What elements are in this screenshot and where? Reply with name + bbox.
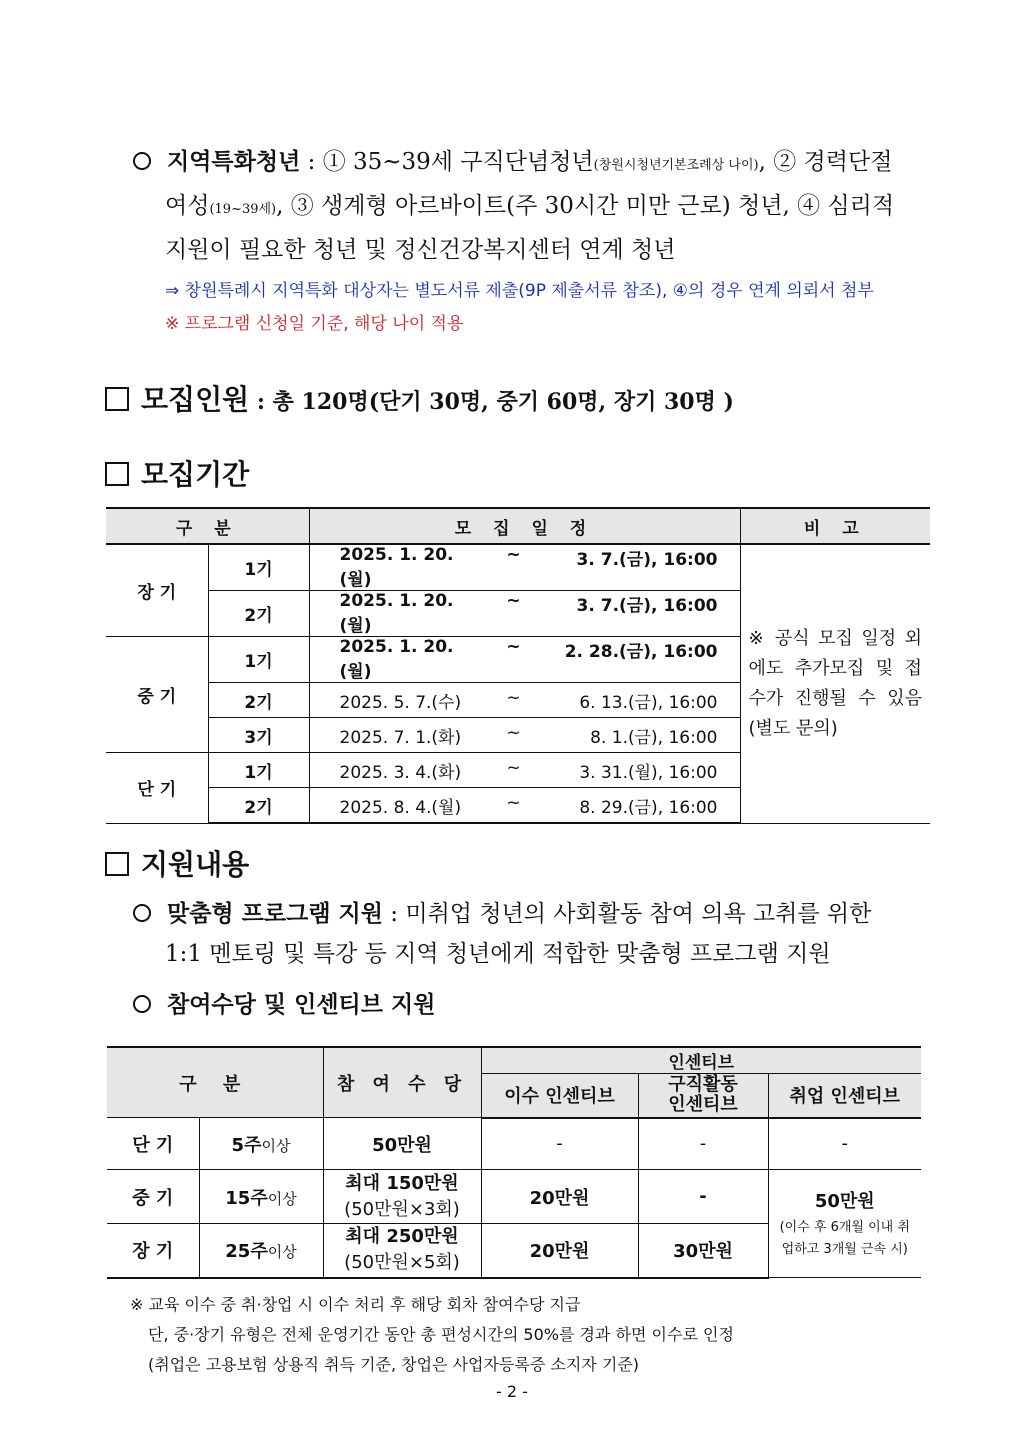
youth-note-blue: ⇒ 창원특례시 지역특화 대상자는 별도서류 제출(9P 제출서류 참조), ④의 경우 연계 의뢰서 첨부	[165, 281, 874, 301]
table-row: 2기 2025. 8. 4.(월) ~ 8. 29.(금), 16:00	[106, 788, 930, 824]
support-title: 지원내용	[141, 848, 250, 881]
table-row: 장 기 1기 2025. 1. 20.(월) ~ 3. 7.(금), 16:00 ※ 공식 모집 일정 외에도 추가모집 및 접수가 진행될 수 있음(별도 문의)	[106, 544, 930, 591]
recruit-count-title: 모집인원	[141, 383, 250, 416]
circle-bullet-icon	[133, 904, 151, 922]
header-category: 구 분	[106, 508, 309, 544]
recruit-count-text: : 총 120명(단기 30명, 중기 60명, 장기 30명 )	[249, 389, 734, 415]
header-remark: 비 고	[740, 508, 930, 544]
employ-incentive-merged: 50만원 (이수 후 6개월 이내 취업하고 3개월 근속 시)	[768, 1170, 921, 1278]
table-header-row	[106, 508, 930, 544]
incentive-table	[107, 1046, 921, 1279]
table-row: 단 기 1기 2025. 3. 4.(화) ~ 3. 31.(월), 16:00	[106, 753, 930, 788]
circle-bullet-icon	[133, 995, 151, 1013]
recruit-count-section	[105, 378, 734, 418]
checkbox-square-icon	[105, 387, 129, 411]
youth-line-1: 지역특화청년 : ① 35~39세 구직단념청년(창원시청년기본조례상 나이), ② 경력단절	[133, 142, 928, 186]
circle-bullet-icon	[133, 152, 151, 170]
support-heading	[105, 843, 249, 883]
schedule-remark: ※ 공식 모집 일정 외에도 추가모집 및 접수가 진행될 수 있음(별도 문의)	[740, 544, 930, 823]
footnote-3: (취업은 고용보험 상용직 취득 기준, 창업은 사업자등록증 소지자 기준)	[148, 1355, 640, 1374]
table-row: 3기 2025. 7. 1.(화) ~ 8. 1.(금), 16:00	[106, 718, 930, 753]
group-label: 중 기	[106, 637, 208, 753]
header-schedule: 모 집 일 정	[309, 508, 740, 544]
allowance-item: 참여수당 및 인센티브 지원	[133, 985, 435, 1025]
table-row: 중 기 1기 2025. 1. 20.(월) ~ 2. 28.(금), 16:00	[106, 637, 930, 683]
checkbox-square-icon	[105, 852, 129, 876]
youth-line-2: 여성(19~39세), ③ 생계형 아르바이트(주 30시간 미만 근로) 청년, ④ 심리적	[165, 193, 895, 219]
table-row: 장 기 25주이상 최대 250만원 (50만원×5회) 20만원 30만원	[107, 1224, 921, 1278]
group-label: 장 기	[106, 544, 208, 637]
checkbox-square-icon	[105, 462, 129, 486]
recruit-period-title: 모집기간	[141, 458, 250, 491]
recruit-period-heading	[105, 453, 249, 493]
youth-title: 지역특화청년	[167, 148, 301, 175]
page-number: - 2 -	[496, 1382, 528, 1401]
youth-line-3: 지원이 필요한 청년 및 정신건강복지센터 연계 청년	[165, 237, 676, 263]
youth-note-red: ※ 프로그램 신청일 기준, 해당 나이 적용	[165, 314, 464, 334]
footnote-2: 단, 중·장기 유형은 전체 운영기간 동안 총 편성시간의 50%를 경과 하면 이수로 인정	[148, 1325, 734, 1344]
recruit-schedule-table	[106, 507, 930, 824]
table-header-row: 구 분 참 여 수 당 인센티브	[107, 1047, 921, 1074]
footnotes	[130, 1290, 734, 1380]
youth-section	[133, 142, 928, 270]
table-row: 2기 2025. 5. 7.(수) ~ 6. 13.(금), 16:00	[106, 683, 930, 718]
table-header-row: 이수 인센티브 구직활동 인센티브 취업 인센티브	[107, 1074, 921, 1118]
table-row: 단 기 5주이상 50만원 - - -	[107, 1118, 921, 1170]
table-row: 중 기 15주이상 최대 150만원 (50만원×3회) 20만원 - 50만원 (이수 후 6개월 이내 취업하고 3개월 근속 시)	[107, 1170, 921, 1224]
custom-program-item: 맞춤형 프로그램 지원 : 미취업 청년의 사회활동 참여 의욕 고취를 위한 1:1 멘토링 및 특강 등 지역 청년에게 적합한 맞춤형 프로그램 지원	[133, 894, 928, 974]
group-label: 단 기	[106, 753, 208, 824]
table-row: 2기 2025. 1. 20.(월) ~ 3. 7.(금), 16:00	[106, 591, 930, 637]
footnote-1: ※ 교육 이수 중 취·창업 시 이수 처리 후 해당 회차 참여수당 지급	[130, 1295, 581, 1314]
